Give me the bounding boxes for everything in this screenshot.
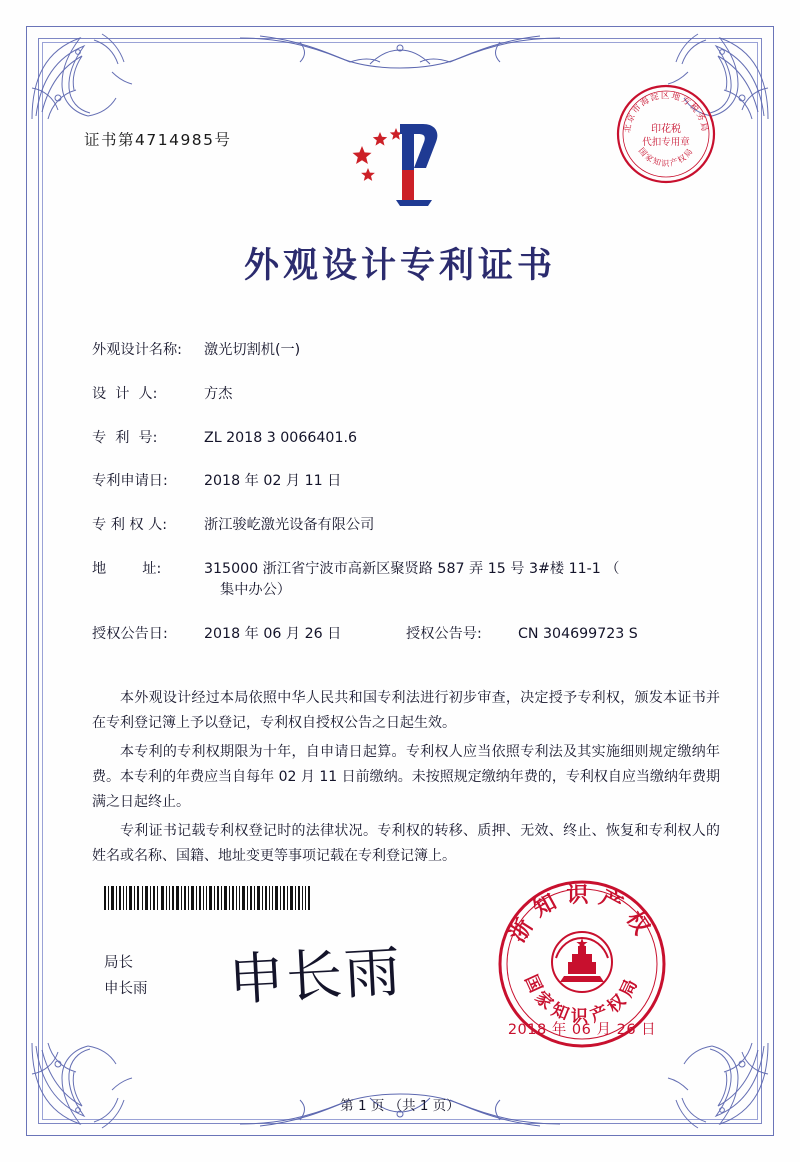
field-value: 2018 年 02 月 11 日 (204, 473, 342, 490)
field-grant-row (92, 624, 720, 645)
barcode-icon (104, 886, 310, 910)
tax-stamp-seal (614, 82, 718, 186)
svg-text:印花税: 印花税 (651, 124, 681, 135)
director-name-label: 申长雨 (104, 981, 148, 997)
paragraph-1: 本外观设计经过本局依照中华人民共和国专利法进行初步审查，决定授予专利权，颁发本证书并在专利登记簿上予以登记，专利权自授权公告之日起生效。 (92, 690, 720, 731)
corner-ornament-icon (28, 28, 138, 123)
svg-text:代扣专用章: 代扣专用章 (642, 137, 690, 148)
field-patentee (92, 515, 720, 536)
director-title-label: 局长 (104, 955, 133, 971)
field-label: 设 计 人: (92, 385, 158, 402)
field-patent-number (92, 428, 720, 449)
field-value: CN 304699723 S (518, 626, 638, 643)
paragraph-3: 专利证书记载专利权登记时的法律状况。专利权的转移、质押、无效、终止、恢复和专利权人的姓名或名称、国籍、地址变更等事项记载在专利登记簿上。 (92, 823, 720, 864)
address-line-2: 集中办公） (220, 582, 291, 599)
svg-text:浙知识产权: 浙知识产权 (505, 883, 659, 947)
page-title: 外观设计专利证书 (243, 246, 556, 286)
paragraph-2: 本专利的专利权期限为十年，自申请日起算。专利权人应当依照专利法及其实施细则规定缴纳年费。本专利的年费应当自每年 02 月 11 日前缴纳。未按照规定缴纳年费的，专利权自应当缴纳年费期满之日起终止。 (92, 744, 720, 810)
handwritten-signature: 申长雨 (226, 941, 404, 1013)
corner-ornament-icon (28, 1039, 138, 1134)
field-value-multiline (204, 559, 720, 602)
field-designer (92, 384, 720, 405)
field-label: 地 址: (92, 560, 162, 577)
field-label: 专 利 号: (92, 429, 158, 446)
seal-date: 2018 年 06 月 26 日 (507, 1022, 657, 1038)
corner-ornament-icon (662, 1039, 772, 1134)
field-value: 浙江骏屹激光设备有限公司 (204, 517, 375, 534)
certificate-fields (92, 340, 720, 668)
signature-labels (104, 950, 148, 1002)
cnipa-logo-icon (340, 112, 460, 212)
field-grant-number (406, 624, 720, 645)
field-design-name (92, 340, 720, 361)
field-value: 方杰 (204, 385, 233, 402)
address-line-1: 315000 浙江省宁波市高新区聚贤路 587 弄 15 号 3#楼 11-1 （ (204, 560, 620, 577)
field-application-date (92, 471, 720, 492)
field-grant-date (92, 624, 406, 645)
certificate-number: 证书第4714985号 (84, 131, 232, 149)
page-footer: 第 1 页 （共 1 页） (340, 1098, 460, 1114)
svg-text:国家知识产权局: 国家知识产权局 (636, 146, 696, 168)
field-label: 专利申请日: (92, 473, 168, 490)
field-label: 外观设计名称: (92, 342, 182, 358)
field-value: 激光切割机(一) (204, 342, 301, 358)
legal-text-block (92, 686, 720, 873)
svg-text:国家知识产权局: 国家知识产权局 (520, 971, 644, 1027)
field-value: ZL 2018 3 0066401.6 (204, 429, 358, 446)
field-label: 专 利 权 人: (92, 517, 168, 534)
top-center-ornament-icon (240, 28, 560, 74)
field-label: 授权公告日: (92, 626, 168, 643)
field-label: 授权公告号: (406, 626, 482, 643)
svg-text:北京市海淀区地方税务局: 北京市海淀区地方税务局 (622, 91, 710, 134)
field-address (92, 559, 720, 602)
field-value: 2018 年 06 月 26 日 (204, 626, 342, 643)
